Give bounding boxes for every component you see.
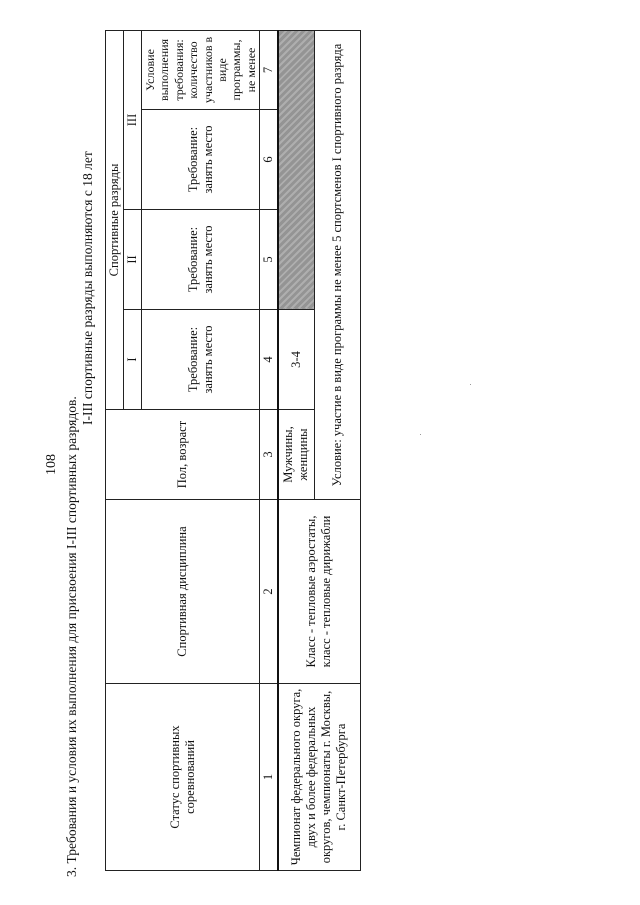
header-condition-rank-3: Условие выполнения требования: количество участников в виде программы, не менее <box>142 30 260 109</box>
row-discipline: Класс - тепловые аэростаты, класс - тепловые дирижабли <box>278 500 360 684</box>
section-subheading: I-III спортивные разряды выполняются с 18 лет <box>80 151 95 425</box>
shaded-cell <box>278 30 314 309</box>
header-rank-2: II <box>124 210 142 310</box>
row-condition: Условие: участие в виде программы не менее 5 спортсменов I спортивного разряда <box>314 30 360 499</box>
column-number: 1 <box>260 684 279 871</box>
header-discipline: Спортивная дисциплина <box>106 500 260 684</box>
column-number: 7 <box>260 30 279 109</box>
page-number: 108 <box>44 454 59 475</box>
row-status: Чемпионат федерального округа, двух и более федеральных округов, чемпионаты г. Москвы, г. Санкт-Петербурга <box>278 684 360 871</box>
section-heading: 3. Требования и условия их выполнения для присвоения I-III спортивных разрядов. <box>64 396 79 877</box>
row-place-rank-1: 3-4 <box>278 310 314 410</box>
header-sex-age: Пол, возраст <box>106 410 260 500</box>
column-number: 6 <box>260 110 279 210</box>
scan-speck <box>470 384 471 385</box>
header-rank-1: I <box>124 310 142 410</box>
header-rank-3: III <box>124 30 142 209</box>
scan-speck <box>420 434 421 435</box>
column-number: 5 <box>260 210 279 310</box>
header-status: Статус спортивных соревнований <box>106 684 260 871</box>
column-number: 3 <box>260 410 279 500</box>
header-requirement-rank-1: Требование: занять место <box>142 310 260 410</box>
header-requirement-rank-2: Требование: занять место <box>142 210 260 310</box>
column-number: 4 <box>260 310 279 410</box>
column-number: 2 <box>260 500 279 684</box>
header-sport-ranks: Спортивные разряды <box>106 30 124 409</box>
requirements-table <box>105 30 361 871</box>
header-requirement-rank-3: Требование: занять место <box>142 110 260 210</box>
row-sex-age: Мужчины, женщины <box>278 410 314 500</box>
